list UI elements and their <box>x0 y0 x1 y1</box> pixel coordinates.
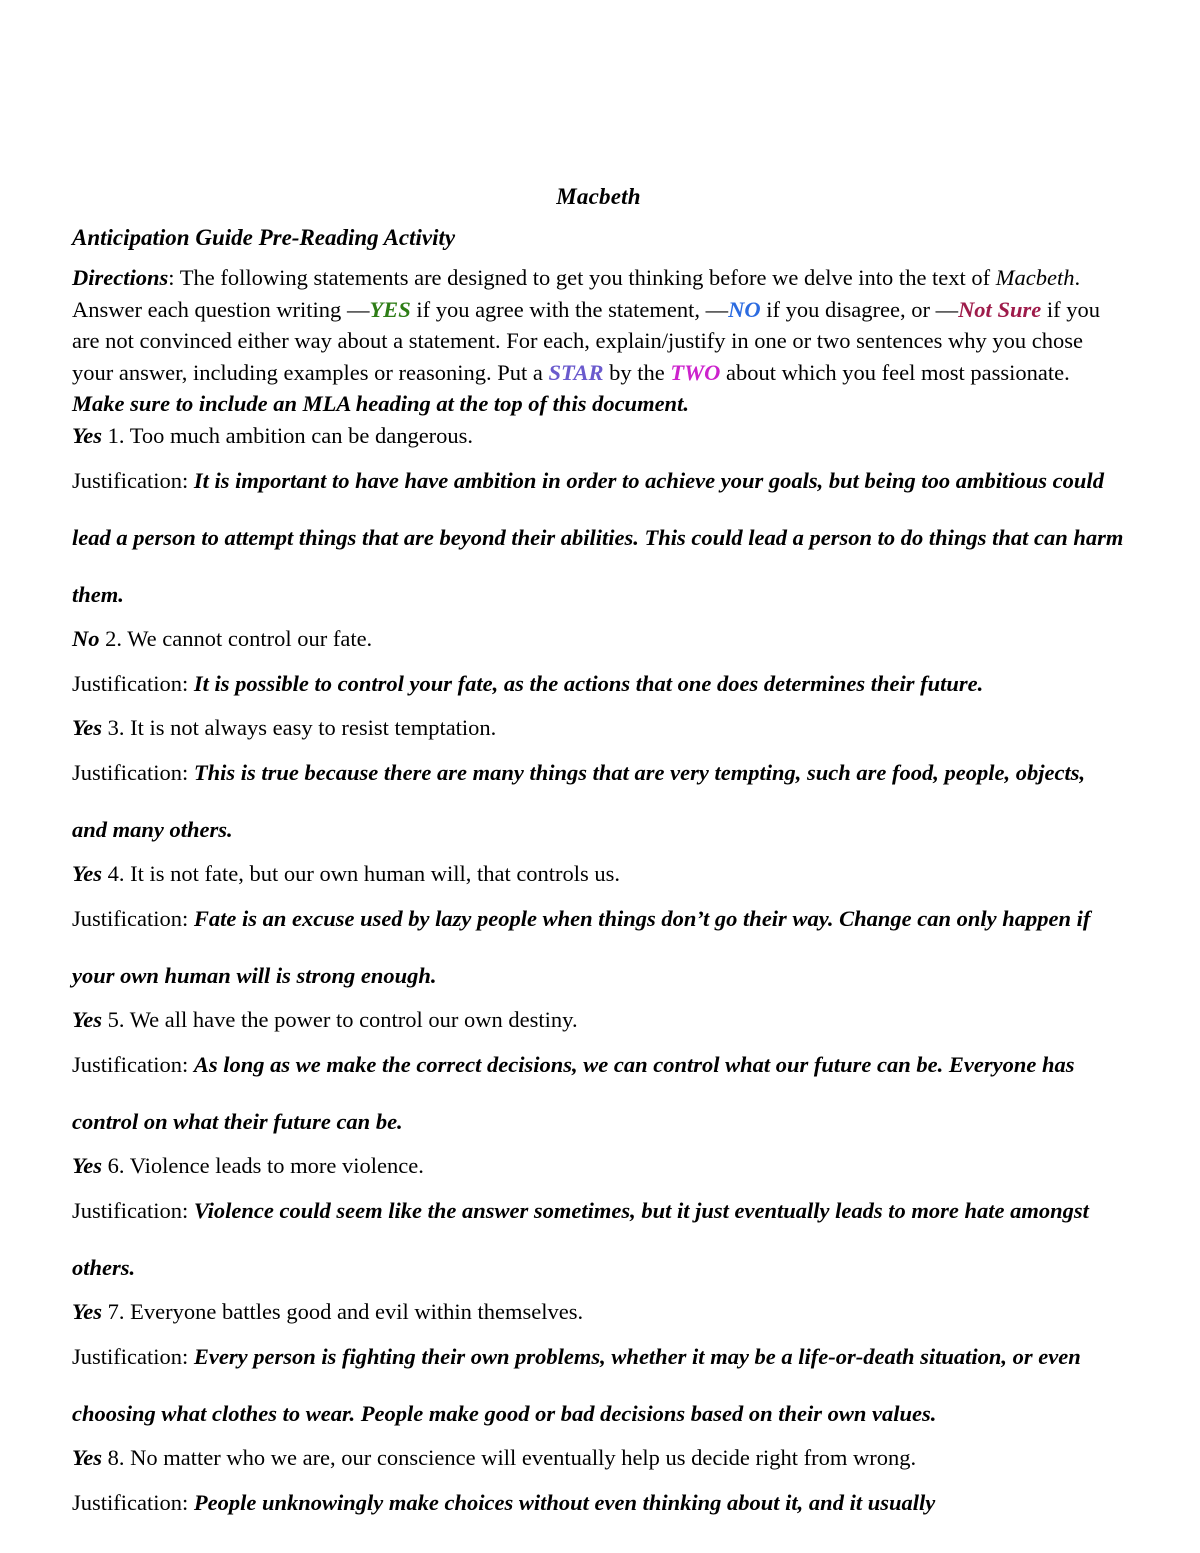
work-title-macbeth: Macbeth <box>995 265 1075 290</box>
question-line <box>72 1442 1125 1474</box>
answer-value: Yes <box>72 1006 102 1032</box>
question-line <box>72 1004 1125 1036</box>
keyword-two: TWO <box>670 359 721 385</box>
justification-label: Justification: <box>72 1197 194 1223</box>
directions-segment-6: by the <box>603 359 671 385</box>
justification-text: It is important to have have ambition in order to achieve your goals, but being too ambitious could lead a person to attempt things that are beyond their abilities. This could lead a person to do things that can harm them. <box>72 467 1124 607</box>
anticipation-item <box>72 1442 1125 1531</box>
anticipation-item <box>72 1004 1125 1150</box>
answer-value: Yes <box>72 422 102 448</box>
question-line <box>72 858 1125 890</box>
anticipation-item <box>72 712 1125 858</box>
question-number: 6. <box>107 1152 125 1178</box>
justification-label: Justification: <box>72 759 194 785</box>
justification-text: Every person is fighting their own problems, whether it may be a life-or-death situation, or even choosing what clothes to wear. People make good or bad decisions based on their own values. <box>72 1343 1081 1426</box>
em-dash-1: — <box>346 296 370 322</box>
anticipation-item <box>72 1150 1125 1296</box>
question-number: 7. <box>107 1298 125 1324</box>
directions-segment-7: about which you feel most passionate. <box>720 359 1070 385</box>
page-title: Macbeth <box>556 184 641 209</box>
question-number: 8. <box>107 1444 125 1470</box>
justification-label: Justification: <box>72 1489 194 1515</box>
answer-value: Yes <box>72 860 102 886</box>
em-dash-3: — <box>935 296 959 322</box>
answer-value: Yes <box>72 714 102 740</box>
anticipation-items-list <box>72 420 1125 1531</box>
question-text: Too much ambition can be dangerous. <box>129 422 474 448</box>
question-line <box>72 1150 1125 1182</box>
justification-line <box>72 1036 1125 1150</box>
question-text: Violence leads to more violence. <box>129 1152 424 1178</box>
question-text: No matter who we are, our conscience will eventually help us decide right from wrong. <box>130 1444 917 1470</box>
document-subtitle: Anticipation Guide Pre-Reading Activity <box>72 225 456 250</box>
directions-segment-5: if you are not convinced either way about a statement. For each, explain/justify in one or two sentences why you chose your answer, including examples or reasoning. Put a <box>72 296 1100 385</box>
directions-label-suffix: : <box>168 265 180 290</box>
question-text: We all have the power to control our own destiny. <box>129 1006 578 1032</box>
answer-value: No <box>72 625 100 651</box>
question-text: Everyone battles good and evil within themselves. <box>130 1298 584 1324</box>
keyword-no: NO <box>728 296 761 322</box>
justification-line <box>72 452 1125 623</box>
em-dash-2: — <box>705 296 729 322</box>
anticipation-item <box>72 858 1125 1004</box>
justification-label: Justification: <box>72 1051 194 1077</box>
justification-line <box>72 1474 1125 1531</box>
justification-text: This is true because there are many things that are very tempting, such are food, people, objects, and many others. <box>72 759 1086 842</box>
question-number: 3. <box>107 714 125 740</box>
question-number: 5. <box>107 1006 125 1032</box>
question-text: It is not fate, but our own human will, that controls us. <box>130 860 621 886</box>
justification-line <box>72 655 1125 712</box>
justification-text: Violence could seem like the answer sometimes, but it just eventually leads to more hate amongst others. <box>72 1197 1089 1280</box>
answer-value: Yes <box>72 1152 102 1178</box>
answer-value: Yes <box>72 1444 102 1470</box>
question-text: We cannot control our fate. <box>127 625 373 651</box>
anticipation-item <box>72 623 1125 712</box>
justification-label: Justification: <box>72 1343 194 1369</box>
mla-heading-instruction: Make sure to include an MLA heading at the top of this document. <box>72 391 689 416</box>
anticipation-item <box>72 1296 1125 1442</box>
keyword-not-sure: Not Sure <box>958 296 1042 322</box>
justification-label: Justification: <box>72 670 194 696</box>
directions-paragraph <box>72 262 1125 420</box>
justification-label: Justification: <box>72 905 194 931</box>
question-text: It is not always easy to resist temptation. <box>130 714 497 740</box>
justification-line <box>72 1328 1125 1442</box>
justification-line <box>72 1182 1125 1296</box>
keyword-yes: YES <box>369 296 411 322</box>
keyword-star: STAR <box>548 359 604 385</box>
question-line <box>72 623 1125 655</box>
justification-text: It is possible to control your fate, as the actions that one does determines their future. <box>193 670 984 696</box>
question-line <box>72 1296 1125 1328</box>
answer-value: Yes <box>72 1298 102 1324</box>
directions-segment-4: if you disagree, or <box>760 296 936 322</box>
directions-segment-3: if you agree with the statement, <box>410 296 706 322</box>
justification-label: Justification: <box>72 467 194 493</box>
question-line <box>72 712 1125 744</box>
justification-line <box>72 744 1125 858</box>
justification-text: People unknowingly make choices without even thinking about it, and it usually <box>193 1489 936 1515</box>
justification-line <box>72 890 1125 1004</box>
question-line <box>72 420 1125 452</box>
question-number: 2. <box>105 625 122 651</box>
justification-text: As long as we make the correct decisions, we can control what our future can be. Everyone has control on what their future can be. <box>72 1051 1075 1134</box>
directions-segment-1: The following statements are designed to get you thinking before we delve into the text of <box>179 265 996 290</box>
question-number: 1. <box>107 422 125 448</box>
anticipation-item <box>72 420 1125 623</box>
justification-text: Fate is an excuse used by lazy people when things don’t go their way. Change can only happen if your own human will is strong enough. <box>72 905 1091 988</box>
directions-label: Directions <box>72 265 169 290</box>
directions-segment-2: . Answer each question writing <box>72 265 1081 322</box>
question-number: 4. <box>107 860 125 886</box>
